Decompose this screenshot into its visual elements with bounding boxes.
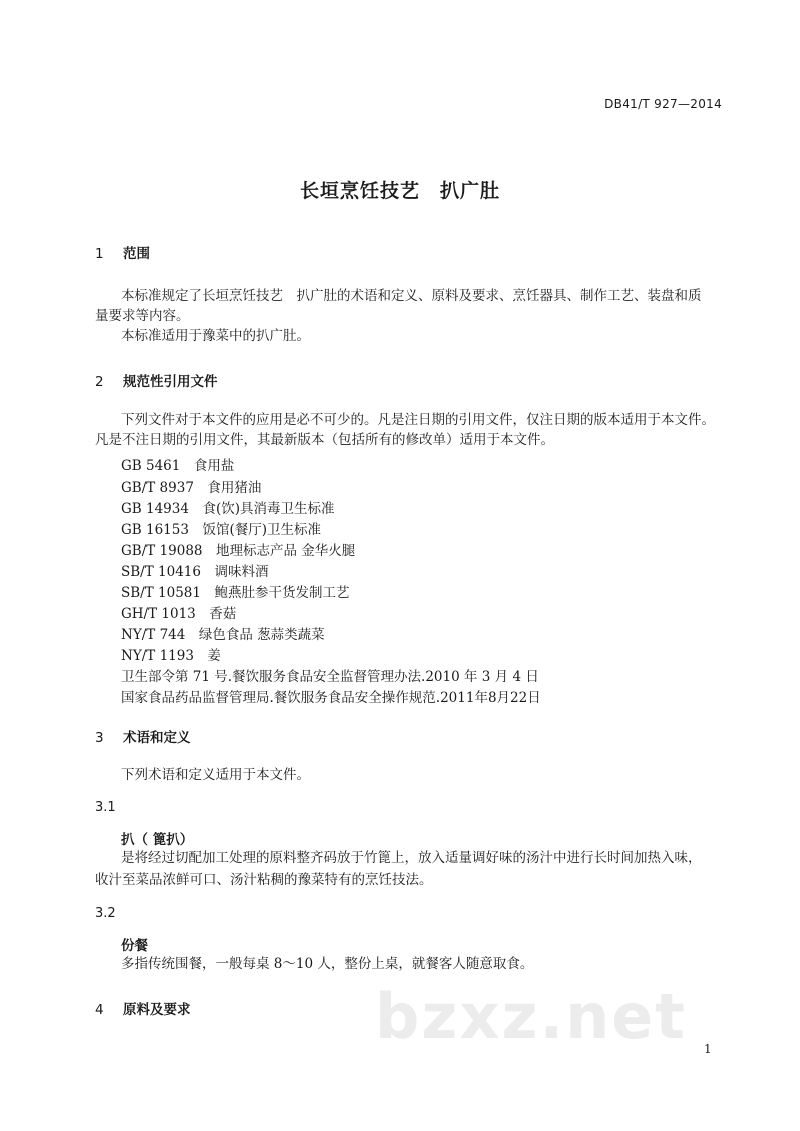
paragraph: 下列文件对于本文件的应用是必不可少的。凡是注日期的引用文件，仅注日期的版本适用于本文件。 xyxy=(121,412,715,428)
section-number: 2 xyxy=(95,374,104,390)
paragraph: 量要求等内容。 xyxy=(95,308,190,324)
reference-item: 卫生部令第 71 号.餐饮服务食品安全监督管理办法.2010 年 3 月 4 日 xyxy=(121,669,539,685)
section-4-heading xyxy=(95,998,191,1018)
term-definition: 多指传统围餐，一般每桌 8～10 人，整份上桌，就餐客人随意取食。 xyxy=(121,956,534,972)
reference-item: 国家食品药品监督管理局.餐饮服务食品安全操作规范.2011年8月22日 xyxy=(121,690,541,706)
reference-item: SB/T 10581 鲍燕肚参干货发制工艺 xyxy=(121,585,350,601)
subsection-number: 3.1 xyxy=(95,800,116,815)
reference-item: GH/T 1013 香菇 xyxy=(121,606,237,622)
section-number: 4 xyxy=(95,1002,104,1018)
section-1-heading xyxy=(95,242,150,262)
section-2-heading xyxy=(95,370,218,390)
standard-code: DB41/T 927—2014 xyxy=(604,97,722,111)
section-3-heading xyxy=(95,726,191,746)
subsection-number: 3.2 xyxy=(95,906,116,921)
section-title: 规范性引用文件 xyxy=(123,374,218,390)
section-number: 1 xyxy=(95,246,104,262)
reference-item: NY/T 1193 姜 xyxy=(121,648,221,664)
reference-item: GB 14934 食(饮)具消毒卫生标准 xyxy=(121,501,335,517)
term-definition: 收汁至菜品浓鲜可口、汤汁粘稠的豫菜特有的烹饪技法。 xyxy=(95,872,433,888)
term-name: 扒（ 篦扒） xyxy=(121,832,194,848)
section-title: 原料及要求 xyxy=(123,1002,191,1018)
watermark: bzxz.net xyxy=(375,980,687,1053)
paragraph: 本标准规定了长垣烹饪技艺 扒广肚的术语和定义、原料及要求、烹饪器具、制作工艺、装盘和质 xyxy=(121,288,702,304)
paragraph: 本标准适用于豫菜中的扒广肚。 xyxy=(121,328,310,344)
page-number: 1 xyxy=(704,1042,712,1056)
reference-item: GB/T 19088 地理标志产品 金华火腿 xyxy=(121,543,356,559)
reference-item: NY/T 744 绿色食品 葱蒜类蔬菜 xyxy=(121,627,325,643)
term-name: 份餐 xyxy=(121,938,148,954)
reference-item: GB/T 8937 食用猪油 xyxy=(121,480,262,496)
reference-item: GB 16153 饭馆(餐厅)卫生标准 xyxy=(121,522,321,538)
paragraph: 凡是不注日期的引用文件，其最新版本（包括所有的修改单）适用于本文件。 xyxy=(95,432,554,448)
reference-item: GB 5461 食用盐 xyxy=(121,458,235,474)
term-definition: 是将经过切配加工处理的原料整齐码放于竹篦上，放入适量调好味的汤汁中进行长时间加热入味， xyxy=(121,850,702,866)
section-title: 术语和定义 xyxy=(123,730,191,746)
section-number: 3 xyxy=(95,730,104,746)
document-title: 长垣烹饪技艺 扒广肚 xyxy=(299,180,500,202)
reference-item: SB/T 10416 调味料酒 xyxy=(121,564,269,580)
section-title: 范围 xyxy=(123,246,150,262)
paragraph: 下列术语和定义适用于本文件。 xyxy=(121,767,310,783)
